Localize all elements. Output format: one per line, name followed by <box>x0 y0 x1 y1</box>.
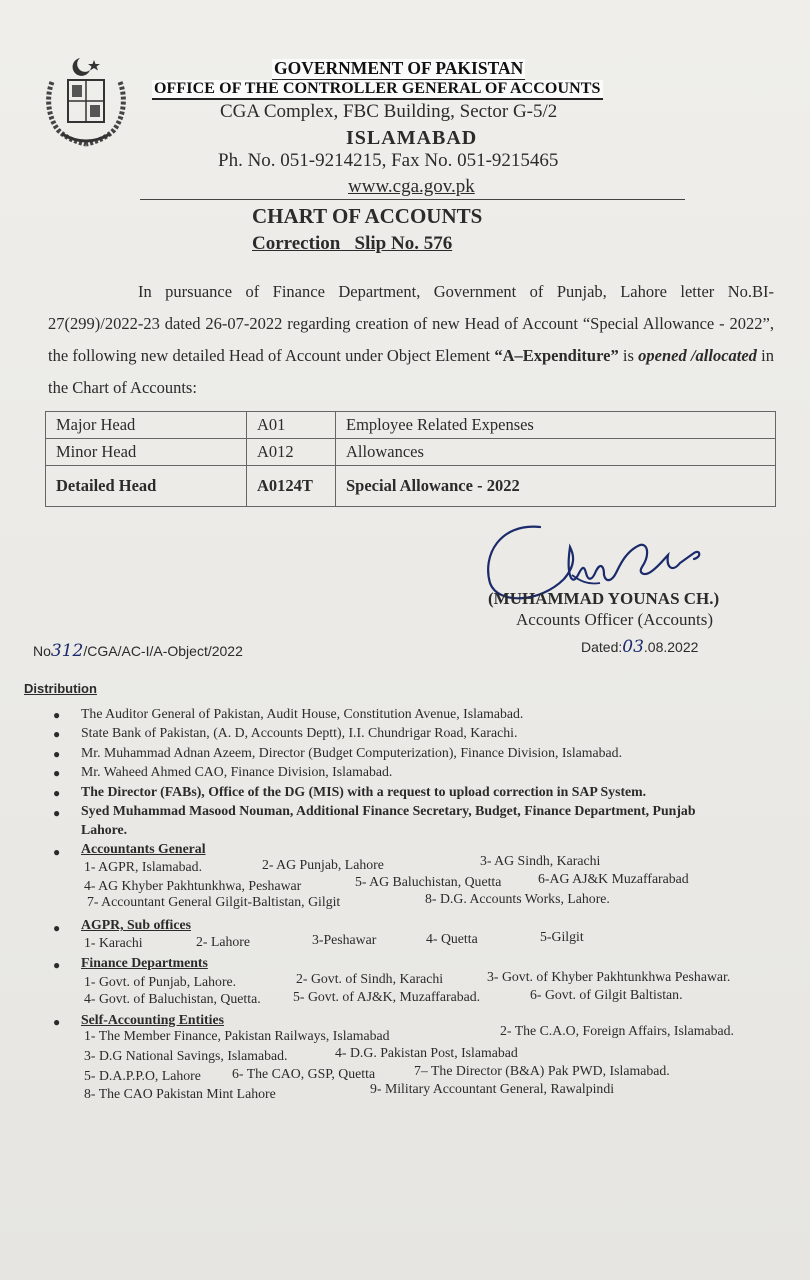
bullet-icon: ● <box>53 708 61 722</box>
bullet-icon: ● <box>53 958 61 972</box>
group-entry: 5- AG Baluchistan, Quetta <box>355 874 502 889</box>
header-phone: Ph. No. 051-9214215, Fax No. 051-9215465 <box>218 150 559 171</box>
bullet-icon: ● <box>53 845 61 859</box>
body-text-1: In pursuance of Finance Department, Government of Punjab, Lahore letter No.BI-27(299)/2022-23 dated 26-07-2022 regarding creation of new Head of Account “Special Allowance - 2022”, the following new detailed Head of Account under Object Element <box>48 282 774 365</box>
table-cell-label: Major Head <box>46 412 247 439</box>
state-emblem-icon <box>42 52 130 152</box>
table-row <box>46 439 776 466</box>
group-heading: Self-Accounting Entities <box>81 1012 224 1027</box>
distribution-item: The Auditor General of Pakistan, Audit House, Constitution Avenue, Islamabad. <box>81 706 524 721</box>
reference-rest: /CGA/AC-I/A-Object/2022 <box>83 643 243 659</box>
group-entry: 7– The Director (B&A) Pak PWD, Islamabad. <box>414 1063 670 1078</box>
reference-prefix: No <box>33 643 51 659</box>
group-entry: 5- Govt. of AJ&K, Muzaffarabad. <box>293 989 481 1004</box>
group-entry: 6- Govt. of Gilgit Baltistan. <box>530 987 683 1002</box>
dated-handwritten: 03 <box>622 637 644 657</box>
reference-number <box>33 641 243 661</box>
distribution-item: Lahore. <box>81 822 128 837</box>
group-entry: 6-AG AJ&K Muzaffarabad <box>538 871 689 886</box>
distribution-item: State Bank of Pakistan, (A. D, Accounts Deptt), I.I. Chundrigar Road, Karachi. <box>81 725 518 740</box>
group-entry: 4- Govt. of Baluchistan, Quetta. <box>84 991 261 1006</box>
distribution-item: Mr. Muhammad Adnan Azeem, Director (Budget Computerization), Finance Division, Islamabad. <box>81 745 623 760</box>
distribution-item: Mr. Waheed Ahmed CAO, Finance Division, Islamabad. <box>81 764 393 779</box>
group-heading: Finance Departments <box>81 955 208 970</box>
table-cell-label: Minor Head <box>46 439 247 466</box>
distribution-item: Syed Muhammad Masood Nouman, Additional Finance Secretary, Budget, Finance Department, Punjab <box>81 803 696 818</box>
group-entry: 8- The CAO Pakistan Mint Lahore <box>84 1086 276 1101</box>
header-website: www.cga.gov.pk <box>348 176 475 197</box>
group-entry: 2- Govt. of Sindh, Karachi <box>296 971 444 986</box>
dated-rest: .08.2022 <box>643 639 699 655</box>
table-cell-desc: Special Allowance - 2022 <box>336 466 776 507</box>
correction-slip: Correction Slip No. 576 <box>252 233 453 254</box>
reference-handwritten: 312 <box>50 641 84 661</box>
group-entry: 2- Lahore <box>196 934 251 949</box>
body-text-3: in the Chart of Accounts: <box>48 346 774 397</box>
group-entry: 2- The C.A.O, Foreign Affairs, Islamabad. <box>500 1023 734 1038</box>
header-line-2: OFFICE OF THE CONTROLLER GENERAL OF ACCOUNTS <box>152 80 603 100</box>
body-text-opened: opened /allocated <box>638 346 757 365</box>
group-entry: 4- AG Khyber Pakhtunkhwa, Peshawar <box>84 878 302 893</box>
signatory-name: (MUHAMMAD YOUNAS CH.) <box>488 589 720 608</box>
table-cell-code: A012 <box>247 439 336 466</box>
group-entry: 3- D.G National Savings, Islamabad. <box>84 1048 288 1063</box>
bullet-icon: ● <box>53 806 61 820</box>
group-heading: Accountants General <box>81 841 206 856</box>
bullet-icon: ● <box>53 921 61 935</box>
heads-table <box>45 411 776 507</box>
bullet-icon: ● <box>53 727 61 741</box>
table-row <box>46 412 776 439</box>
group-entry: 1- AGPR, Islamabad. <box>84 859 203 874</box>
group-entry: 3- Govt. of Khyber Pakhtunkhwa Peshawar. <box>487 969 731 984</box>
header-line-1: GOVERNMENT OF PAKISTAN <box>272 59 525 81</box>
group-entry: 8- D.G. Accounts Works, Lahore. <box>425 891 610 906</box>
table-cell-code: A01 <box>247 412 336 439</box>
bullet-icon: ● <box>53 1015 61 1029</box>
group-entry: 1- Karachi <box>84 935 143 950</box>
dated-label: Dated: <box>581 639 623 655</box>
bullet-icon: ● <box>53 786 61 800</box>
distribution-heading: Distribution <box>24 681 97 696</box>
group-heading: AGPR, Sub offices <box>81 917 191 932</box>
group-entry: 7- Accountant General Gilgit-Baltistan, Gilgit <box>87 894 341 909</box>
group-entry: 4- Quetta <box>426 931 478 946</box>
group-entry: 3-Peshawar <box>312 932 377 947</box>
group-entry: 5-Gilgit <box>540 929 584 944</box>
signatory-designation: Accounts Officer (Accounts) <box>516 610 714 629</box>
group-entry: 4- D.G. Pakistan Post, Islamabad <box>335 1045 518 1060</box>
group-entry: 9- Military Accountant General, Rawalpindi <box>370 1081 615 1096</box>
header-divider <box>140 199 685 200</box>
document-title: CHART OF ACCOUNTS <box>252 204 483 228</box>
body-text-2: is <box>618 346 639 365</box>
bullet-icon: ● <box>53 766 61 780</box>
group-entry: 5- D.A.P.P.O, Lahore <box>84 1068 201 1083</box>
bullet-icon: ● <box>53 747 61 761</box>
table-cell-code: A0124T <box>247 466 336 507</box>
table-cell-label: Detailed Head <box>46 466 247 507</box>
body-paragraph <box>48 276 774 404</box>
distribution-item: The Director (FABs), Office of the DG (MIS) with a request to upload correction in SAP System. <box>81 784 647 799</box>
group-entry: 3- AG Sindh, Karachi <box>480 853 601 868</box>
header-city: ISLAMABAD <box>346 127 478 149</box>
header-address: CGA Complex, FBC Building, Sector G-5/2 <box>220 101 558 122</box>
group-entry: 1- Govt. of Punjab, Lahore. <box>84 974 237 989</box>
table-cell-desc: Employee Related Expenses <box>336 412 776 439</box>
table-cell-desc: Allowances <box>336 439 776 466</box>
table-row <box>46 466 776 507</box>
group-entry: 1- The Member Finance, Pakistan Railways, Islamabad <box>84 1028 390 1043</box>
group-entry: 6- The CAO, GSP, Quetta <box>232 1066 376 1081</box>
body-text-object-element: “A–Expenditure” <box>494 346 619 365</box>
group-entry: 2- AG Punjab, Lahore <box>262 857 384 872</box>
dated <box>581 637 698 657</box>
